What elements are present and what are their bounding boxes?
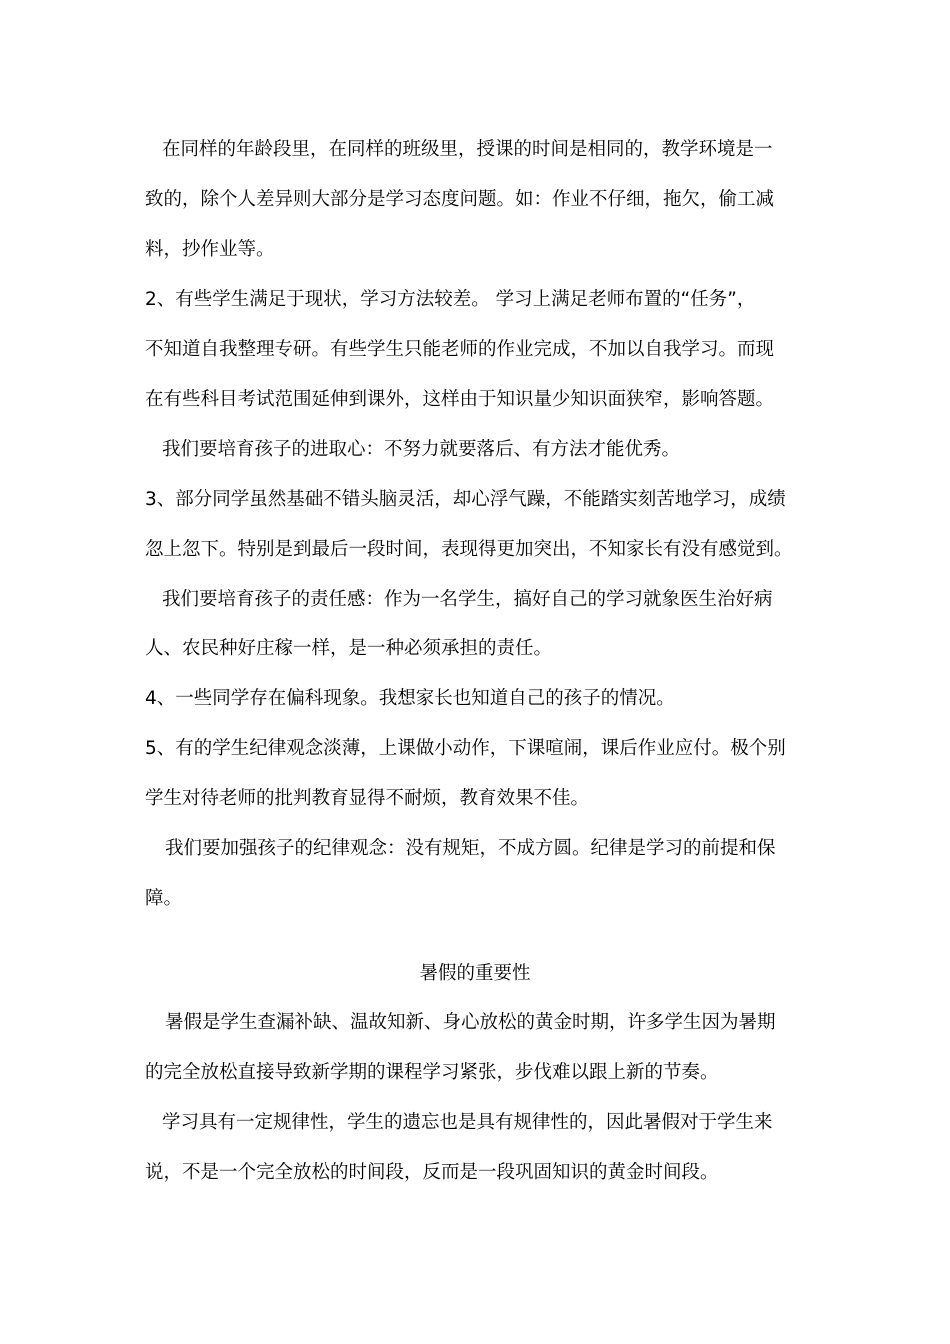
text-line: 我们要培育孩子的责任感：作为一名学生，搞好自己的学习就象医生治好病 [162,589,773,610]
text-line: 学习具有一定规律性，学生的遗忘也是具有规律性的，因此暑假对于学生来 [162,1112,773,1133]
text-line: 学生对待老师的批判教育显得不耐烦，教育效果不佳。 [145,788,590,809]
text-line: 不知道自我整理专研。有些学生只能老师的作业完成，不加以自我学习。而现 [145,339,775,360]
section-title: 暑假的重要性 [419,963,531,984]
text-line: 说，不是一个完全放松的时间段，反而是一段巩固知识的黄金时间段。 [145,1162,719,1183]
text-line: 料，抄作业等。 [145,239,275,260]
text-line: 忽上忽下。特别是到最后一段时间，表现得更加突出，不知家长有没有感觉到。 [145,539,793,560]
text-line: 我们要加强孩子的纪律观念：没有规矩，不成方圆。纪律是学习的前提和保 [165,838,776,859]
text-line: 暑假是学生查漏补缺、温故知新、身心放松的黄金时期，许多学生因为暑期 [165,1012,776,1033]
text-line: 3、部分同学虽然基础不错头脑灵活，却心浮气躁，不能踏实刻苦地学习，成绩 [145,489,786,510]
text-line: 障。 [145,888,183,909]
text-line: 在同样的年龄段里，在同样的班级里，授课的时间是相同的，教学环境是一 [162,139,773,160]
text-line: 5、有的学生纪律观念淡薄，上课做小动作，下课喧闹，课后作业应付。极个别 [145,738,786,759]
text-line: 致的，除个人差异则大部分是学习态度问题。如：作业不仔细，拖欠，偷工减 [145,189,775,210]
text-line: 人、农民种好庄稼一样，是一种必须承担的责任。 [145,638,553,659]
text-line: 4、一些同学存在偏科现象。我想家长也知道自己的孩子的情况。 [145,688,675,709]
text-line: 的完全放松直接导致新学期的课程学习紧张，步伐难以跟上新的节奏。 [145,1062,719,1083]
text-line: 2、有些学生满足于现状，学习方法较差。 学习上满足老师布置的“任务”， [145,289,756,310]
text-line: 在有些科目考试范围延伸到课外，这样由于知识量少知识面狭窄，影响答题。 [145,389,775,410]
text-line: 我们要培育孩子的进取心：不努力就要落后、有方法才能优秀。 [162,439,681,460]
